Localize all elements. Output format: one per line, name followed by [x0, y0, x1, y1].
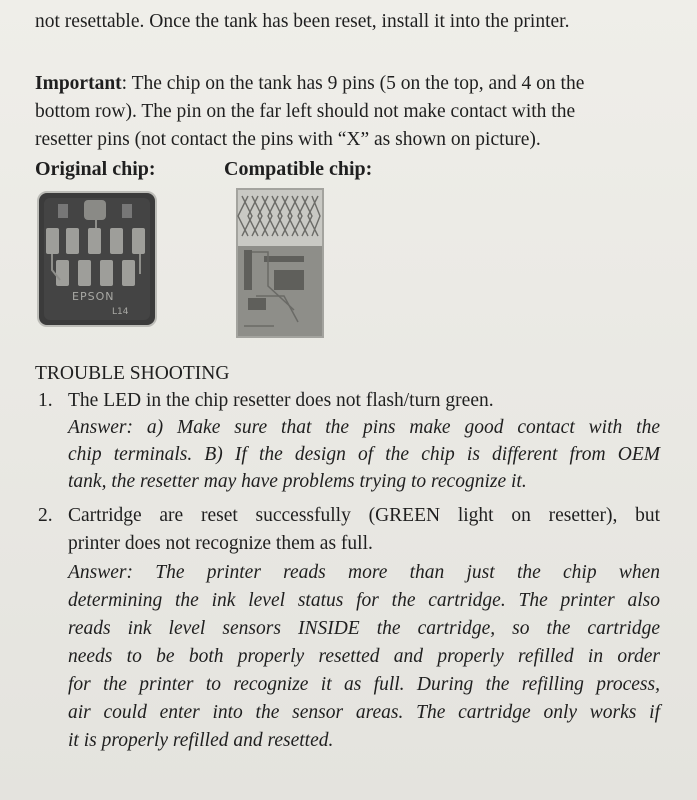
item-1-question: The LED in the chip resetter does not flash/turn green. — [68, 390, 494, 411]
original-chip-image — [36, 190, 158, 328]
important-line-1 — [35, 70, 584, 97]
item-2-number: 2. — [38, 505, 53, 526]
item-2-answer-line-5: for the printer to recognize it as full. During the refilling process, — [68, 674, 660, 695]
original-chip-brand: EPSON — [72, 290, 115, 303]
item-1-answer-line-1: Answer: a) Make sure that the pins make good contact with the — [68, 417, 660, 438]
original-chip-label: Original chip: — [35, 158, 156, 180]
intro-line: not resettable. Once the tank has been reset, install it into the printer. — [35, 11, 570, 32]
original-chip-code: L14 — [112, 307, 129, 317]
compatible-chip-label: Compatible chip: — [224, 158, 373, 180]
item-2-answer-line-6: air could enter into the sensor areas. The cartridge only works if — [68, 702, 660, 723]
item-2-question-line-2: printer does not recognize them as full. — [68, 533, 373, 554]
item-2-answer-line-1: Answer: The printer reads more than just the chip when — [68, 562, 660, 583]
important-text-1: : The chip on the tank has 9 pins (5 on the top, and 4 on the — [121, 73, 585, 94]
item-2-answer-line-3: reads ink level sensors INSIDE the cartridge, so the cartridge — [68, 618, 660, 639]
troubleshooting-title: TROUBLE SHOOTING — [35, 363, 230, 384]
item-2-question-line-1: Cartridge are reset successfully (GREEN light on resetter), but — [68, 505, 660, 526]
item-2-answer-line-4: needs to be both properly resetted and properly refilled in order — [68, 646, 660, 667]
important-label: Important — [35, 73, 122, 94]
item-1-number: 1. — [38, 390, 53, 411]
item-2-answer-line-2: determining the ink level status for the cartridge. The printer also — [68, 590, 660, 611]
item-1-answer-line-2: chip terminals. B) If the design of the chip is different from OEM — [68, 444, 660, 465]
compatible-chip-image — [234, 186, 326, 340]
item-2-answer-line-7: it is properly refilled and resetted. — [68, 730, 334, 751]
item-1-answer-line-3: tank, the resetter may have problems trying to recognize it. — [68, 471, 527, 492]
important-line-3: resetter pins (not contact the pins with “X” as shown on picture). — [35, 129, 541, 150]
important-line-2: bottom row). The pin on the far left should not make contact with the — [35, 101, 576, 122]
